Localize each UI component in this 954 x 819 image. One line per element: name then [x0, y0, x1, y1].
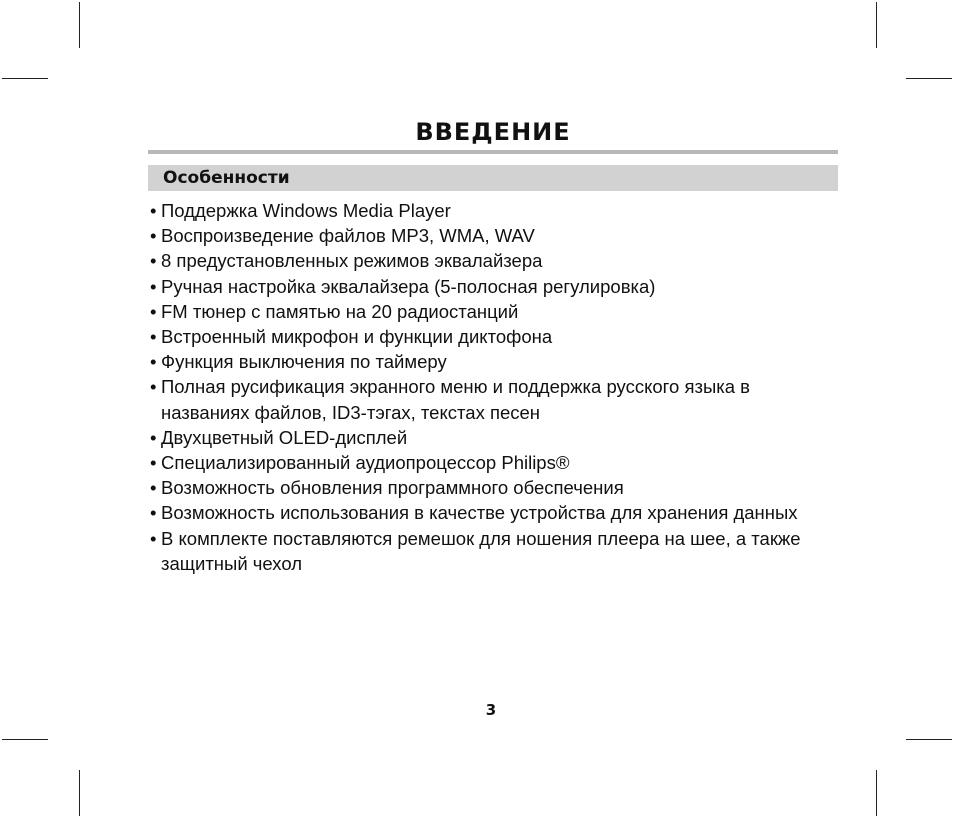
list-item [150, 374, 830, 424]
bullet-icon: • [150, 426, 157, 448]
crop-mark-top-right-vertical [876, 2, 877, 48]
section-title: Особенности [163, 168, 290, 188]
bullet-icon: • [150, 351, 157, 373]
feature-text: В комплекте поставляются ремешок для ношения плеера на шее, а также защитный чехол [161, 527, 801, 574]
list-item [150, 248, 830, 273]
list-item [150, 198, 830, 223]
crop-mark-top-left-horizontal [2, 78, 48, 79]
page-number: 3 [485, 701, 497, 719]
crop-mark-bottom-right-vertical [876, 770, 877, 816]
bullet-icon: • [150, 477, 157, 499]
feature-text: Поддержка Windows Media Player [161, 200, 451, 221]
list-item [150, 274, 830, 299]
list-item [150, 450, 830, 475]
bullet-icon: • [150, 200, 157, 221]
list-item [150, 223, 830, 248]
feature-text: Возможность использования в качестве устройства для хранения данных [161, 502, 798, 524]
section-header [148, 165, 838, 191]
bullet-icon: • [150, 502, 157, 524]
feature-text: Ручная настройка эквалайзера (5-полосная регулировка) [161, 275, 656, 297]
feature-text: Функция выключения по таймеру [161, 351, 447, 373]
list-item [150, 500, 830, 525]
feature-text: Встроенный микрофон и функции диктофона [161, 326, 553, 348]
page-title: ВВЕДЕНИЕ [415, 118, 571, 146]
bullet-icon: • [150, 452, 157, 474]
bullet-icon: • [150, 376, 157, 398]
feature-text: Полная русификация экранного меню и поддержка русского языка в названиях файлов, ID3-тэгах, текстах песен [161, 376, 751, 423]
bullet-icon: • [150, 250, 157, 272]
bullet-icon: • [150, 300, 157, 322]
title-rule [148, 150, 838, 154]
crop-mark-top-right-horizontal [906, 78, 952, 79]
list-item [150, 299, 830, 324]
bullet-icon: • [150, 275, 157, 297]
feature-text: Воспроизведение файлов MP3, WMA, WAV [161, 225, 535, 247]
crop-mark-bottom-right-horizontal [906, 739, 952, 740]
feature-text: FM тюнер с памятью на 20 радиостанций [161, 300, 519, 322]
feature-text: Специализированный аудиопроцессор Philips® [161, 452, 570, 474]
list-item [150, 324, 830, 349]
list-item [150, 349, 830, 374]
crop-mark-bottom-left-vertical [79, 770, 80, 816]
crop-mark-top-left-vertical [79, 2, 80, 48]
feature-text: Двухцветный OLED-дисплей [161, 426, 408, 448]
list-item [150, 475, 830, 500]
list-item [150, 425, 830, 450]
feature-list [150, 198, 830, 576]
feature-text: 8 предустановленных режимов эквалайзера [161, 250, 543, 272]
bullet-icon: • [150, 326, 157, 348]
crop-mark-bottom-left-horizontal [2, 739, 48, 740]
bullet-icon: • [150, 225, 157, 247]
feature-text: Возможность обновления программного обеспечения [161, 477, 624, 499]
bullet-icon: • [150, 527, 157, 549]
list-item [150, 526, 830, 576]
